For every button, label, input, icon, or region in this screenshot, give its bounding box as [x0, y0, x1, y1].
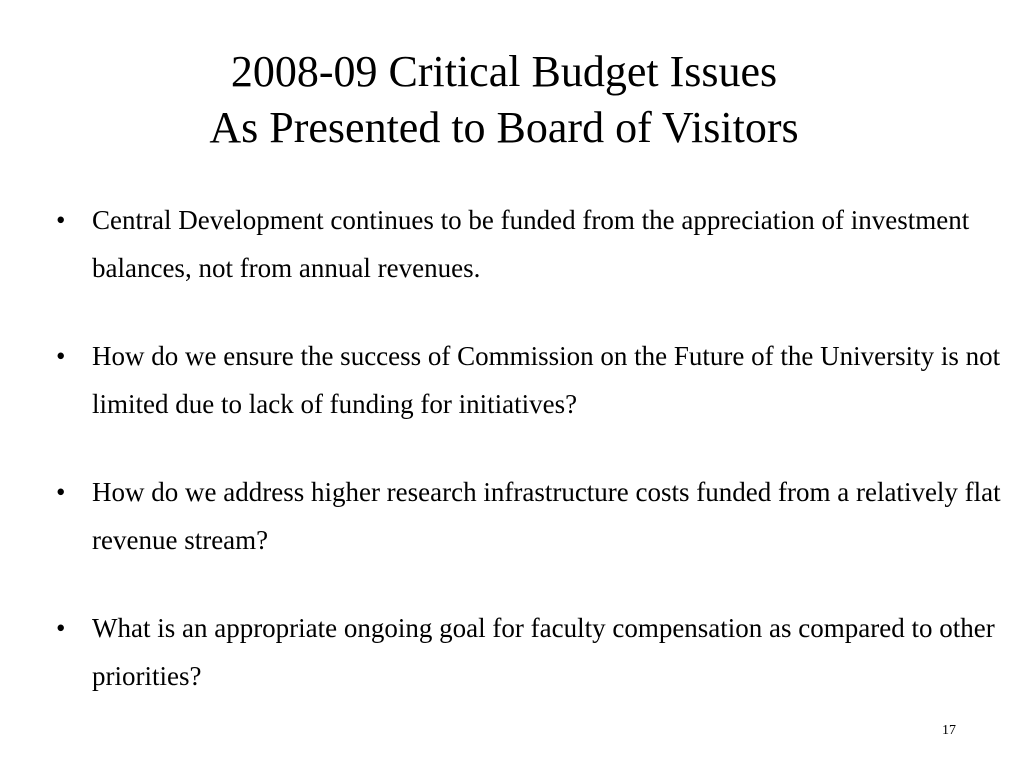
bullet-item: [56, 604, 1006, 700]
page-number: 17: [942, 723, 956, 738]
bullet-item: [56, 468, 1006, 564]
bullet-item: [56, 332, 1006, 428]
bullet-text: How do we ensure the success of Commission on the Future of the University is not limited due to lack of funding for initiatives?: [92, 341, 1001, 419]
slide-title: [0, 44, 1008, 156]
bullet-icon: •: [56, 341, 66, 371]
bullet-icon: •: [56, 477, 66, 507]
bullet-text: Central Development continues to be funded from the appreciation of investment balances, not from annual revenues.: [92, 205, 970, 283]
title-line-1: 2008-09 Critical Budget Issues: [230, 47, 778, 96]
bullet-icon: •: [56, 613, 66, 643]
title-line-2: As Presented to Board of Visitors: [209, 103, 799, 152]
bullet-text: How do we address higher research infrastructure costs funded from a relatively flat revenue stream?: [92, 477, 1001, 555]
bullet-icon: •: [56, 205, 66, 235]
bullet-text: What is an appropriate ongoing goal for faculty compensation as compared to other priorities?: [92, 613, 995, 691]
bullet-list: [56, 196, 1006, 740]
bullet-item: [56, 196, 1006, 292]
